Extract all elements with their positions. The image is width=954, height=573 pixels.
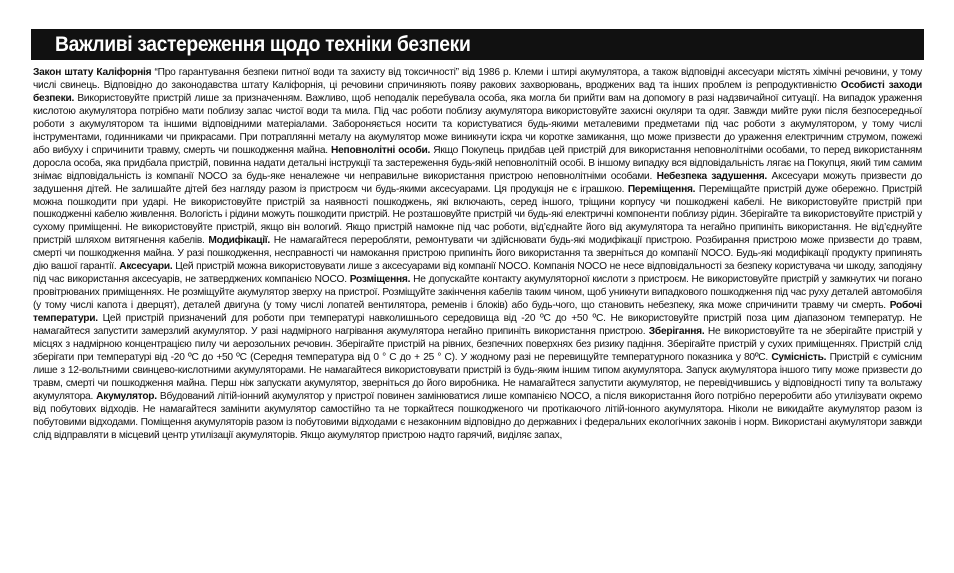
body-sentence: Аксесуари можуть призвести до задушення дітей. Не залишайте дітей без нагляду разом із пристроєм чи будь-якими аксесуарами. Ця продукція не є іграшкою. xyxy=(33,170,922,195)
section-heading: Акумулятор. xyxy=(96,390,157,402)
body-sentence: “Про гарантування безпеки питної води та захисту від токсичності” від 1986 р. Клеми і штирі акумулятора, а також відповідні аксесуари містять хімічні речовини, у тому числі свинець. Відповідно до законодавства штату Каліфорнія, ці речовини спричиняють появу ракових захворювань, вроджених вад та інших проблем із репродуктивністю xyxy=(33,67,922,91)
body-sentence: Не намагайтеся переробляти, ремонтувати чи здійснювати будь-які модифікації пристрою. Розбирання пристрою може призвести до травм, смерті чи пошкодження майна. У разі пошкодження, несправності чи намокання пристрою припиніть його використання та зверніться до компанії NOCO. Будь-які модифікації продукту припинять дію вашої гарантії. xyxy=(33,235,922,273)
section-heading: Модифікації. xyxy=(208,235,270,247)
body-sentence: Цей пристрій можна використовувати лише з аксесуарами від компанії NOCO. Компанія NOCO не несе відповідальності за безпеку користувача чи шкоду, заподіяну під час використання аксесуарів, не затверджених компанією NOCO. xyxy=(33,261,922,286)
section-heading: Зберігання. xyxy=(648,326,705,338)
title-bar xyxy=(31,29,924,60)
section-heading: Робочі температури. xyxy=(33,300,922,325)
section-heading: Небезпека задушення. xyxy=(656,170,767,182)
body-sentence: Використовуйте пристрій лише за призначенням. Важливо, щоб неподалік перебувала особа, яка могла би прийти вам на допомогу в разі надзвичайної ситуації. На випадок ураження кислотою акумулятора потрібно мати поблизу запас чистої води та мила. Під час роботи поблизу акумулятора використовуйте захисні окуляри та одяг. Завжди мийте руки після безпосередньої роботи з акумулятором та іншими відповідними матеріалами. Забороняється носити та користуватися будь-якими металевими предметами під час роботи з акумулятором, у тому числі інструментами, годинниками чи прикрасами. При потраплянні металу на акумулятор може виникнути іскра чи коротке замикання, що може призвести до ураження електричним струмом, пожежі або вибуху і спричинити травму, смерть чи пошкодження майна. xyxy=(33,92,922,156)
body-sentence: Переміщайте пристрій дуже обережно. Пристрій можна пошкодити при ударі. Не використовуйте пристрій за наявності пошкоджень, які включають, серед іншого, тріщини корпусу чи пошкоджені кабелі. Не використовуйте пристрій при пошкодженні кабелю живлення. Вологість і рідини можуть пошкодити пристрій. Не розташовуйте пристрій чи будь-які електричні компоненти поблизу рідин. Зберігайте та використовуйте пристрій у сухому приміщенні. Не використовуйте пристрій, якщо він вологий. Якщо пристрій намокне під час роботи, від’єднайте його від акумулятора та негайно припиніть використання. Не від’єднуйте пристрій шляхом витягнення кабелів. xyxy=(33,183,922,247)
safety-body-text xyxy=(31,67,924,443)
body-sentence: Цей пристрій призначений для роботи при температурі навколишнього середовища від -20 ºC до +50 ºC. Не використовуйте пристрій поза цим діапазоном температур. Не намагайтеся запустити замерзлий акумулятор. У разі надмірного нагрівання акумулятора негайно припиніть використання пристрою. xyxy=(33,313,922,338)
section-heading: Неповнолітні особи. xyxy=(331,144,431,156)
page-title: Важливі застереження щодо техніки безпеки xyxy=(55,32,471,56)
body-sentence: Не допускайте контакту акумуляторної кислоти з пристроєм. Не використовуйте пристрій у замкнутих чи погано провітрюваних приміщеннях. Не розміщуйте акумулятор зверху на пристрої. Розміщуйте закінчення кабелів таким чином, щоб уникнути випадкового пошкодження під час руху деталей автомобіля (у тому числі капота і дверцят), деталей двигуна (у тому числі лопатей вентилятора, ременів і блоків) або будь-чого, що становить небезпеку, яка може спричинити травму чи смерть. xyxy=(33,274,922,312)
section-heading: Аксесуари. xyxy=(119,261,173,273)
document-page xyxy=(31,29,924,569)
section-heading: Закон штату Каліфорнія xyxy=(33,67,152,78)
body-sentence: Якщо Покупець придбав цей пристрій для використання неповнолітніми особами, то перед використанням доросла особа, яка придбала пристрій, повинна надати детальні інструкції та застереження будь-якій неповнолітній особі. В іншому випадку вся відповідальність лягає на Покупця, який тим самим знімає відповідальність із компанії NOCO за будь-яке неналежне чи неправильне використання пристрою неповнолітніми особами. xyxy=(33,144,922,182)
body-sentence: Не використовуйте та не зберігайте пристрій у місцях з надмірною концентрацією пилу чи аерозольних речовин. Зберігайте пристрій на рівних, безпечних поверхнях без ризику падіння. Зберігайте пристрій у сухих приміщеннях. Пристрій слід зберігати при температурі від -20 ºC до +50 ºC (Середня температура від 0 ° C до + 25 ° C). У жодному разі не перевищуйте температурного показника у 80ºC. xyxy=(33,326,923,363)
body-sentence: Пристрій є сумісним лише з 12-вольтними свинцево-кислотними акумуляторами. Не намагайтеся використовувати пристрій із будь-яким іншим типом акумулятора. Запуск акумулятора іншого типу може призвести до травм, смерті чи пошкодження майна. Перш ніж запускати акумулятор, зверніться до його виробника. Не намагайтеся запустити акумулятор, не перевідчившись у відповідності типу та вольтажу акумулятора. xyxy=(33,351,922,402)
section-heading: Розміщення. xyxy=(349,274,411,286)
body-sentence: Вбудований літій-іонний акумулятор у пристрої повинен замінюватися лише компанією NOCO, а після використання його потрібно переробити або утилізувати окремо від побутових відходів. Не намагайтеся замінити акумулятор самостійно та не торкайтеся пошкодженого чи протікаючого літій-іонного акумулятора. Ніколи не викидайте акумулятор разом із побутовими відходами. Поміщення акумуляторів разом із побутовими відходами є незаконним відповідно до державних і федеральних екологічних законів і норм. Використані акумулятори завжди слід відправляти в місцевий центр утилізації акумуляторів. Якщо акумулятор пристрою надто гарячий, виділяє запах, xyxy=(33,390,922,441)
section-heading: Переміщення. xyxy=(627,183,696,195)
section-heading: Сумісність. xyxy=(771,351,827,363)
section-heading: Особисті заходи безпеки. xyxy=(33,79,922,104)
